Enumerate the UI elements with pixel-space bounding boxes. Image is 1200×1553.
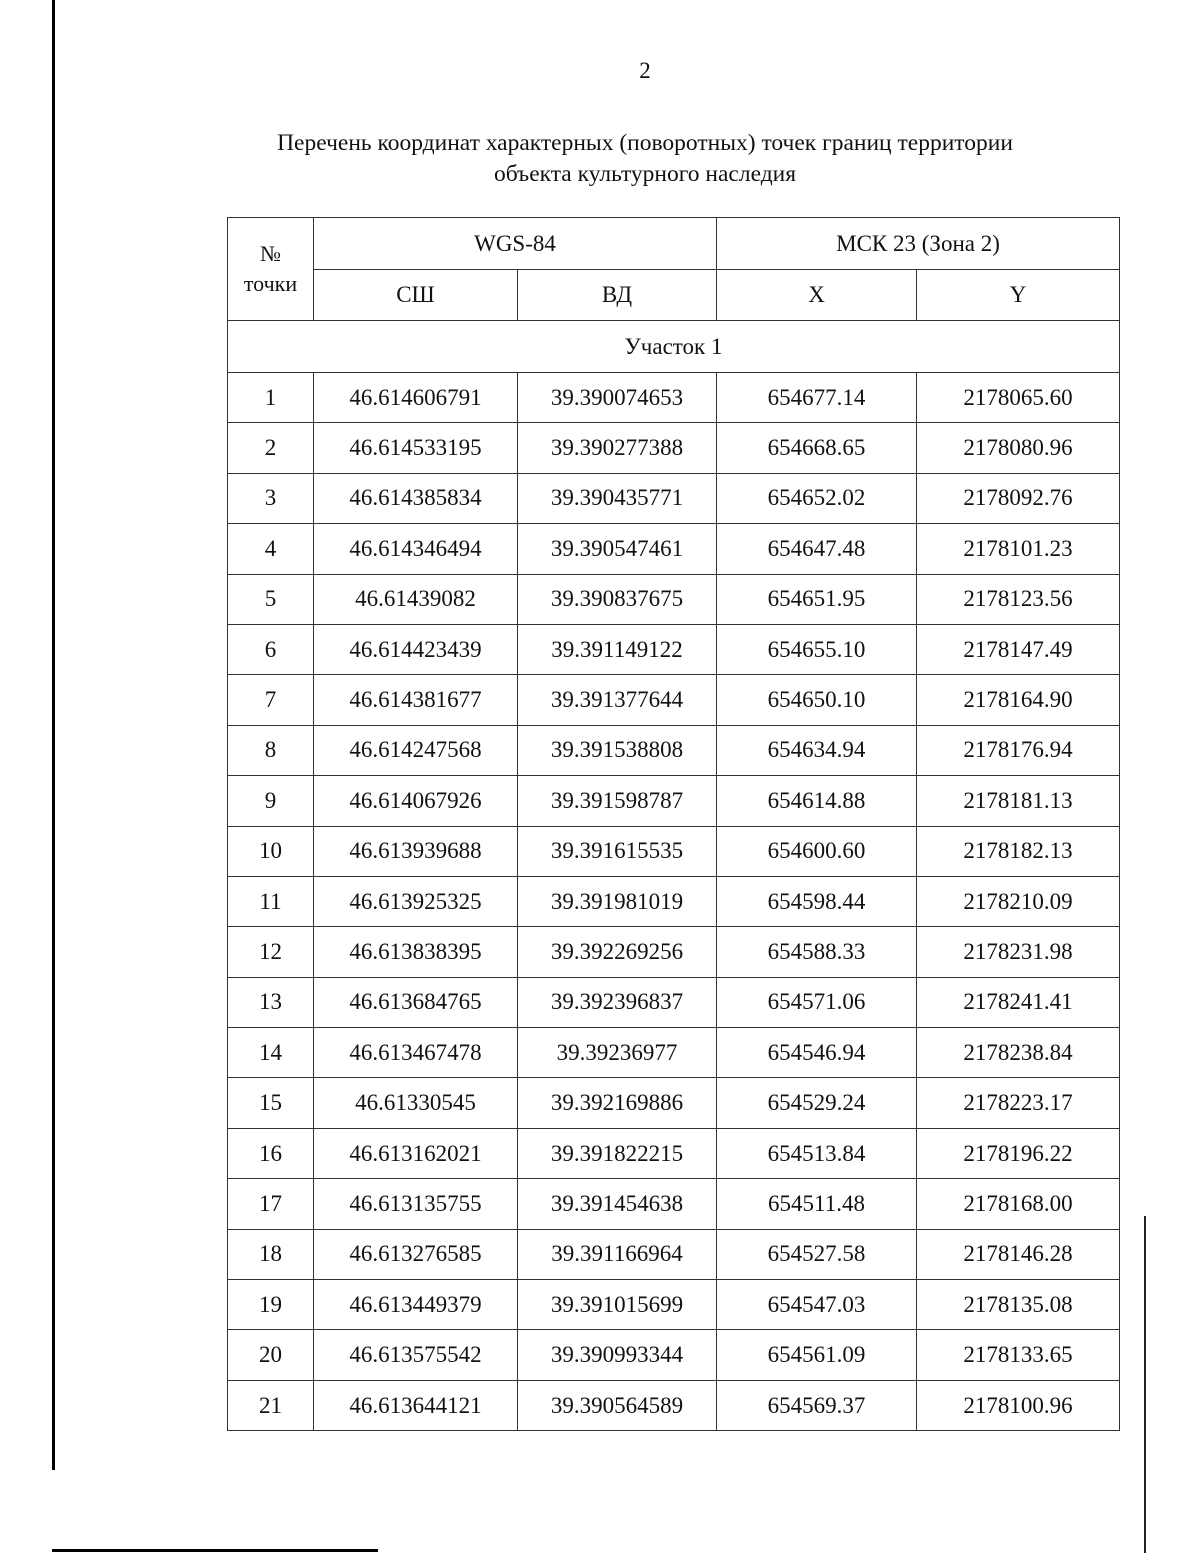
longitude-cell: 39.391015699 <box>518 1280 717 1330</box>
y-cell: 2178080.96 <box>917 423 1120 473</box>
point-number-cell: 15 <box>228 1078 314 1128</box>
latitude-cell: 46.614067926 <box>314 776 518 826</box>
longitude-cell: 39.390547461 <box>518 524 717 574</box>
point-number-cell: 4 <box>228 524 314 574</box>
table-row <box>228 826 1120 876</box>
table-row <box>228 1330 1120 1380</box>
longitude-cell: 39.390435771 <box>518 473 717 523</box>
latitude-cell: 46.614533195 <box>314 423 518 473</box>
longitude-cell: 39.392396837 <box>518 977 717 1027</box>
latitude-cell: 46.61330545 <box>314 1078 518 1128</box>
point-number-cell: 17 <box>228 1179 314 1229</box>
table-row <box>228 624 1120 674</box>
y-cell: 2178100.96 <box>917 1380 1120 1430</box>
latitude-cell: 46.614385834 <box>314 473 518 523</box>
point-number-cell: 1 <box>228 373 314 423</box>
header-point-number <box>228 218 314 321</box>
point-number-cell: 12 <box>228 927 314 977</box>
scan-edge-bottom <box>52 1549 378 1552</box>
y-cell: 2178196.22 <box>917 1128 1120 1178</box>
longitude-cell: 39.392169886 <box>518 1078 717 1128</box>
x-cell: 654546.94 <box>717 1028 917 1078</box>
point-number-cell: 18 <box>228 1229 314 1279</box>
x-cell: 654677.14 <box>717 373 917 423</box>
point-number-cell: 13 <box>228 977 314 1027</box>
x-cell: 654547.03 <box>717 1280 917 1330</box>
y-cell: 2178164.90 <box>917 675 1120 725</box>
table-row <box>228 876 1120 926</box>
x-cell: 654650.10 <box>717 675 917 725</box>
table-row <box>228 1280 1120 1330</box>
longitude-cell: 39.390074653 <box>518 373 717 423</box>
table-row <box>228 574 1120 624</box>
longitude-cell: 39.391454638 <box>518 1179 717 1229</box>
latitude-cell: 46.613684765 <box>314 977 518 1027</box>
y-cell: 2178241.41 <box>917 977 1120 1027</box>
table-row <box>228 423 1120 473</box>
x-cell: 654588.33 <box>717 927 917 977</box>
table-row <box>228 675 1120 725</box>
table-row <box>228 927 1120 977</box>
x-cell: 654513.84 <box>717 1128 917 1178</box>
scan-edge-left <box>52 0 55 1470</box>
document-title-line-1: Перечень координат характерных (поворотных) точек границ территории <box>277 130 1013 156</box>
header-point-number-symbol: № <box>260 241 281 266</box>
x-cell: 654600.60 <box>717 826 917 876</box>
y-cell: 2178123.56 <box>917 574 1120 624</box>
latitude-cell: 46.613925325 <box>314 876 518 926</box>
y-cell: 2178133.65 <box>917 1330 1120 1380</box>
latitude-cell: 46.614247568 <box>314 725 518 775</box>
x-cell: 654651.95 <box>717 574 917 624</box>
document-title-line-2: объекта культурного наследия <box>493 161 797 187</box>
point-number-cell: 21 <box>228 1380 314 1430</box>
scan-edge-right <box>1144 1216 1146 1553</box>
point-number-cell: 10 <box>228 826 314 876</box>
y-cell: 2178223.17 <box>917 1078 1120 1128</box>
header-point-number-label: точки <box>243 271 298 296</box>
longitude-cell: 39.391538808 <box>518 725 717 775</box>
y-cell: 2178238.84 <box>917 1028 1120 1078</box>
latitude-cell: 46.613162021 <box>314 1128 518 1178</box>
latitude-cell: 46.614423439 <box>314 624 518 674</box>
latitude-cell: 46.613575542 <box>314 1330 518 1380</box>
x-cell: 654561.09 <box>717 1330 917 1380</box>
longitude-cell: 39.391822215 <box>518 1128 717 1178</box>
longitude-cell: 39.391377644 <box>518 675 717 725</box>
latitude-cell: 46.613644121 <box>314 1380 518 1430</box>
longitude-cell: 39.391981019 <box>518 876 717 926</box>
longitude-cell: 39.390837675 <box>518 574 717 624</box>
y-cell: 2178147.49 <box>917 624 1120 674</box>
y-cell: 2178168.00 <box>917 1179 1120 1229</box>
y-cell: 2178146.28 <box>917 1229 1120 1279</box>
longitude-cell: 39.392269256 <box>518 927 717 977</box>
latitude-cell: 46.613467478 <box>314 1028 518 1078</box>
point-number-cell: 5 <box>228 574 314 624</box>
page-number: 2 <box>639 58 651 83</box>
table-row <box>228 1078 1120 1128</box>
point-number-cell: 3 <box>228 473 314 523</box>
y-cell: 2178176.94 <box>917 725 1120 775</box>
x-cell: 654527.58 <box>717 1229 917 1279</box>
table-row <box>228 524 1120 574</box>
longitude-cell: 39.390564589 <box>518 1380 717 1430</box>
section-label: Участок 1 <box>228 321 1120 373</box>
longitude-cell: 39.390277388 <box>518 423 717 473</box>
table-row <box>228 1229 1120 1279</box>
x-cell: 654511.48 <box>717 1179 917 1229</box>
x-cell: 654634.94 <box>717 725 917 775</box>
y-cell: 2178181.13 <box>917 776 1120 826</box>
x-cell: 654647.48 <box>717 524 917 574</box>
point-number-cell: 2 <box>228 423 314 473</box>
document-title <box>230 128 1060 190</box>
point-number-cell: 9 <box>228 776 314 826</box>
header-group-msk23: МСК 23 (Зона 2) <box>717 218 1120 270</box>
table-body <box>228 321 1120 1431</box>
x-cell: 654569.37 <box>717 1380 917 1430</box>
y-cell: 2178210.09 <box>917 876 1120 926</box>
header-x: X <box>717 270 917 321</box>
longitude-cell: 39.391149122 <box>518 624 717 674</box>
y-cell: 2178135.08 <box>917 1280 1120 1330</box>
point-number-cell: 7 <box>228 675 314 725</box>
header-longitude: ВД <box>518 270 717 321</box>
latitude-cell: 46.61439082 <box>314 574 518 624</box>
table-header-row-groups <box>228 218 1120 270</box>
point-number-cell: 16 <box>228 1128 314 1178</box>
header-y: Y <box>917 270 1120 321</box>
table-row <box>228 473 1120 523</box>
x-cell: 654598.44 <box>717 876 917 926</box>
latitude-cell: 46.613276585 <box>314 1229 518 1279</box>
table-row <box>228 725 1120 775</box>
x-cell: 654614.88 <box>717 776 917 826</box>
header-latitude: СШ <box>314 270 518 321</box>
point-number-cell: 11 <box>228 876 314 926</box>
y-cell: 2178231.98 <box>917 927 1120 977</box>
longitude-cell: 39.39236977 <box>518 1028 717 1078</box>
table-row <box>228 1179 1120 1229</box>
longitude-cell: 39.391166964 <box>518 1229 717 1279</box>
section-row <box>228 321 1120 373</box>
x-cell: 654529.24 <box>717 1078 917 1128</box>
x-cell: 654668.65 <box>717 423 917 473</box>
point-number-cell: 20 <box>228 1330 314 1380</box>
y-cell: 2178092.76 <box>917 473 1120 523</box>
x-cell: 654571.06 <box>717 977 917 1027</box>
table-header-row-columns <box>228 270 1120 321</box>
table-row <box>228 1380 1120 1430</box>
coordinates-table <box>227 217 1120 1431</box>
table-row <box>228 1028 1120 1078</box>
point-number-cell: 19 <box>228 1280 314 1330</box>
y-cell: 2178101.23 <box>917 524 1120 574</box>
point-number-cell: 14 <box>228 1028 314 1078</box>
longitude-cell: 39.390993344 <box>518 1330 717 1380</box>
x-cell: 654652.02 <box>717 473 917 523</box>
table-row <box>228 776 1120 826</box>
latitude-cell: 46.613939688 <box>314 826 518 876</box>
x-cell: 654655.10 <box>717 624 917 674</box>
longitude-cell: 39.391615535 <box>518 826 717 876</box>
table-row <box>228 977 1120 1027</box>
point-number-cell: 6 <box>228 624 314 674</box>
table-row <box>228 373 1120 423</box>
latitude-cell: 46.613838395 <box>314 927 518 977</box>
y-cell: 2178065.60 <box>917 373 1120 423</box>
latitude-cell: 46.614381677 <box>314 675 518 725</box>
longitude-cell: 39.391598787 <box>518 776 717 826</box>
y-cell: 2178182.13 <box>917 826 1120 876</box>
point-number-cell: 8 <box>228 725 314 775</box>
latitude-cell: 46.614346494 <box>314 524 518 574</box>
table-row <box>228 1128 1120 1178</box>
latitude-cell: 46.613449379 <box>314 1280 518 1330</box>
latitude-cell: 46.614606791 <box>314 373 518 423</box>
header-group-wgs84: WGS-84 <box>314 218 717 270</box>
latitude-cell: 46.613135755 <box>314 1179 518 1229</box>
